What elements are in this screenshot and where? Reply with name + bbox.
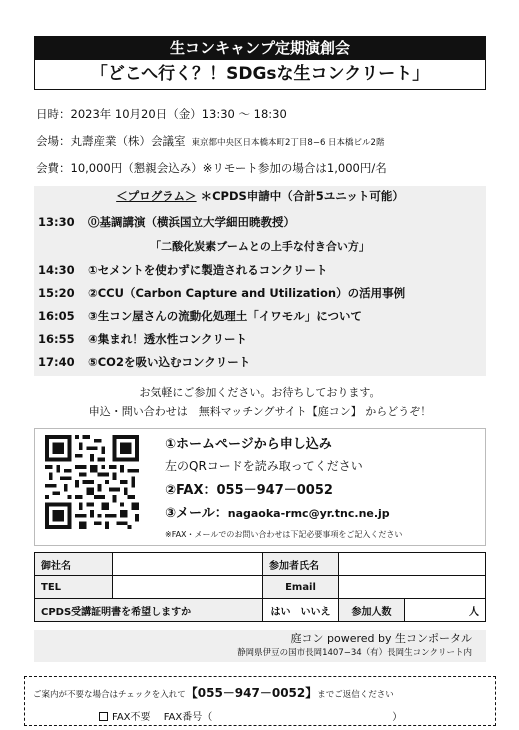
count-label: 参加人数 bbox=[339, 599, 405, 622]
participant-field[interactable] bbox=[339, 553, 486, 576]
footer bbox=[34, 630, 486, 662]
footer-address: 静岡県伊豆の国市長岡1407−34（有）長岡生コンクリート内 bbox=[237, 648, 472, 658]
program-title: ②CCU（Carbon Capture and Utilization）の活用事例 bbox=[88, 286, 406, 300]
application-form bbox=[34, 552, 486, 622]
program-title: ⓪基調講演（横浜国立大学細田暁教授） bbox=[88, 215, 295, 229]
program-item bbox=[38, 285, 405, 301]
program-title: ⑤CO2を吸い込むコンクリート bbox=[88, 355, 251, 369]
footer-powered-by: 庭コン powered by 生コンポータル bbox=[290, 632, 472, 645]
mail-label: ③メール： bbox=[165, 506, 228, 521]
program-item bbox=[38, 262, 328, 278]
fax-number-close: ） bbox=[392, 712, 403, 723]
program-time: 14:30 bbox=[38, 263, 75, 277]
fax-reply-prefix: ご案内が不要な場合はチェックを入れて bbox=[33, 690, 186, 700]
venue-address: 東京都中央区日本橋本町2丁目8−6 日本橋ビル2階 bbox=[191, 138, 385, 148]
program-title: ③生コン屋さんの流動化処理土「イワモル」について bbox=[88, 309, 363, 323]
apply-qr-instruction: 左のQRコードを読み取ってください bbox=[165, 459, 363, 473]
apply-mail bbox=[165, 502, 390, 521]
participant-label: 参加者氏名 bbox=[263, 553, 339, 576]
program-heading bbox=[34, 188, 486, 204]
table-row bbox=[35, 576, 486, 599]
mail-link[interactable]: nagaoka-rmc@yr.tnc.ne.jp bbox=[227, 507, 390, 520]
apply-homepage: ①ホームページから申し込み bbox=[165, 437, 332, 452]
program-cpds-note: ＊CPDS申請中（合計5ユニット可能） bbox=[200, 189, 404, 203]
event-datetime: 日時：2023年 10月20日（金）13:30 ～ 18:30 bbox=[36, 107, 287, 121]
event-venue bbox=[36, 133, 384, 149]
program-item bbox=[38, 331, 247, 347]
program-time: 17:40 bbox=[38, 355, 75, 369]
inquiry-message: 申込・問い合わせは 無料マッチングサイト【庭コン】 からどうぞ！ bbox=[88, 405, 432, 418]
program-title: ④集まれ！透水性コンクリート bbox=[88, 332, 248, 346]
program-keynote-title: 「二酸化炭素ブームとの上手な付き合い方」 bbox=[150, 240, 370, 253]
fax-unneeded-label: FAX不要 bbox=[112, 712, 151, 723]
program-item bbox=[38, 214, 295, 230]
application-section bbox=[34, 428, 486, 546]
program-time: 15:20 bbox=[38, 286, 75, 300]
event-banner: 生コンキャンプ定期演創会 bbox=[34, 36, 486, 60]
program-time: 16:55 bbox=[38, 332, 75, 346]
fax-unneeded-checkbox[interactable] bbox=[99, 712, 108, 721]
tel-field[interactable] bbox=[113, 576, 263, 599]
email-label: Email bbox=[263, 576, 339, 599]
welcome-message: お気軽にご参加ください。お待ちしております。 bbox=[139, 386, 381, 399]
venue-name: 会場：丸壽産業（株）会議室 bbox=[36, 134, 186, 148]
qr-code-icon[interactable] bbox=[45, 435, 139, 529]
apply-fax: ②FAX：055－947－0052 bbox=[165, 483, 333, 498]
event-subtitle: 「どこへ行く？！SDGsな生コンクリート」 bbox=[34, 60, 486, 90]
program-title: ①セメントを使わずに製造されるコンクリート bbox=[88, 263, 328, 277]
email-field[interactable] bbox=[339, 576, 486, 599]
cpds-question: CPDS受講証明書を希望しますか bbox=[35, 599, 263, 622]
program-section bbox=[34, 186, 486, 376]
table-row bbox=[35, 553, 486, 576]
program-heading-label: ＜プログラム＞ bbox=[116, 189, 197, 203]
fax-number-label: FAX番号（ bbox=[163, 712, 213, 723]
fax-reply-number: 【055－947－0052】 bbox=[185, 686, 318, 700]
tel-label: TEL bbox=[35, 576, 113, 599]
count-field[interactable]: 人 bbox=[405, 599, 486, 622]
fax-reply-instruction bbox=[33, 684, 394, 701]
fax-unneeded-row bbox=[99, 708, 402, 723]
company-field[interactable] bbox=[113, 553, 263, 576]
fax-reply-suffix: までご返信ください bbox=[317, 690, 394, 700]
table-row bbox=[35, 599, 486, 622]
cpds-yes-no[interactable]: はい いいえ bbox=[263, 599, 339, 622]
program-item bbox=[38, 354, 250, 370]
program-item bbox=[38, 308, 362, 324]
program-time: 13:30 bbox=[38, 215, 75, 229]
program-time: 16:05 bbox=[38, 309, 75, 323]
event-fee: 会費：10,000円（懇親会込み）※リモート参加の場合は1,000円/名 bbox=[36, 161, 387, 175]
fax-reply-box bbox=[24, 676, 496, 726]
company-label: 御社名 bbox=[35, 553, 113, 576]
apply-note: ※FAX・メールでのお問い合わせは下記必要事項をご記入ください bbox=[165, 530, 403, 539]
